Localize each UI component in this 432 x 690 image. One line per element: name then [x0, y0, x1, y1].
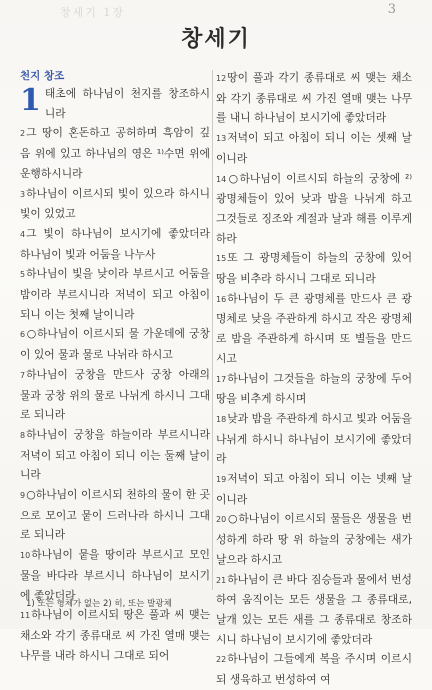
- verse-number: 16: [216, 294, 227, 304]
- verse-text: ○하나님이 이르시되 물들은 생물을 번성하게 하라 땅 위 하늘의 궁창에는 새가 날으라 하시고: [216, 512, 412, 566]
- verse-number: 13: [216, 134, 227, 144]
- verse-19: [216, 469, 412, 509]
- verse-1: [20, 84, 210, 123]
- verse-text: 땅이 풀과 각기 종류대로 씨 맺는 채소와 각기 종류대로 씨 가진 열매 맺는 나무를 내니 하나님이 보시기에 좋았더라: [216, 71, 412, 125]
- verse-text: 하나님이 두 큰 광명체를 만드사 큰 광명체로 낮을 주관하게 하시고 작은 광명체로 밤을 주관하게 하시며 또 별들을 만드시고: [216, 291, 412, 365]
- verse-text: 하나님이 빛을 낮이라 부르시고 어둠을 밤이라 부르시니라 저녁이 되고 아침이 되니 이는 첫째 날이니라: [20, 267, 210, 321]
- verse-12: [216, 68, 412, 128]
- verse-18: [216, 409, 412, 469]
- verse-number: 5: [20, 270, 26, 280]
- verse-number: 11: [20, 611, 31, 621]
- verse-number: 3: [20, 189, 26, 199]
- verse-20: [216, 509, 412, 569]
- verse-number: 6: [20, 330, 26, 340]
- verse-text: 저녁이 되고 아침이 되니 이는 셋째 날이니라: [216, 131, 412, 165]
- footnote: 1) 또는 형체가 없는 2) 히, 또는 발광체: [26, 599, 172, 609]
- verse-text: ○하나님이 이르시되 천하의 물이 한 곳으로 모이고 뭍이 드러나라 하시니 그대로 되니라: [20, 488, 210, 542]
- verse-number: 19: [216, 475, 227, 485]
- verse-text: 태초에 하나님이 천지를 창조하시니라: [44, 87, 210, 120]
- verse-text: 하나님이 그것들을 하늘의 궁창에 두어 땅을 비추게 하시며: [216, 371, 412, 406]
- verse-text: 그 땅이 혼돈하고 공허하며 흑암이 깊음 위에 있고 하나님의 영은 ¹⁾수면 위에 운행하시니라: [20, 126, 210, 180]
- verse-number: 22: [216, 655, 227, 665]
- verse-number: 17: [216, 374, 227, 384]
- verse-text: 하나님이 이르시되 땅은 풀과 씨 맺는 채소와 각기 종류대로 씨 가진 열매 맺는 나무를 내라 하시니 그대로 되어: [20, 608, 210, 662]
- verse-5: [20, 264, 210, 324]
- verse-number: 4: [20, 229, 26, 239]
- verse-number: 15: [216, 254, 227, 264]
- verse-number: 20: [216, 515, 227, 525]
- verse-text: 하나님이 그들에게 복을 주시며 이르시되 생육하고 번성하여 여: [216, 652, 412, 687]
- verse-text: 하나님이 이르시되 빛이 있으라 하시니 빛이 있었고: [20, 186, 210, 221]
- verse-15: [216, 248, 412, 288]
- right-column: [216, 68, 412, 690]
- chapter-title: 창세기: [181, 26, 251, 52]
- verse-text: 하나님이 궁창을 하늘이라 부르시니라 저녁이 되고 아침이 되니 이는 둘째 날이니라: [20, 427, 210, 482]
- verse-text: 낮과 밤을 주관하게 하시고 빛과 어둠을 나뉘게 하시니 하나님이 보시기에 좋았더라: [216, 411, 412, 466]
- chapter-number: 1: [20, 83, 41, 118]
- verse-text: 하나님이 뭍을 땅이라 부르시고 모인 물을 바다라 부르시니 하나님이 보시기에 좋았더라: [20, 548, 210, 602]
- verse-16: [216, 289, 412, 369]
- column-divider: [212, 70, 213, 590]
- verse-13: [216, 128, 412, 168]
- verse-number: 18: [216, 414, 227, 424]
- verse-number: 8: [20, 430, 26, 440]
- left-column: [20, 68, 210, 665]
- verse-number: 7: [20, 370, 26, 380]
- verse-number: 10: [20, 551, 31, 561]
- verse-17: [216, 369, 412, 409]
- verse-text: ○하나님이 이르시되 물 가운데에 궁창이 있어 물과 물로 나뉘라 하시고: [20, 327, 210, 362]
- verse-14: [216, 169, 412, 249]
- bleed-through-text: 창세기 1장: [60, 6, 125, 19]
- verse-text: 또 그 광명체들이 하늘의 궁창에 있어 땅을 비추라 하시니 그대로 되니라: [216, 251, 412, 286]
- verse-6: [20, 324, 210, 364]
- page-number: 3: [387, 2, 396, 17]
- verse-3: [20, 184, 210, 224]
- verse-number: 14: [216, 174, 227, 184]
- verse-22: [216, 649, 412, 689]
- verse-4: [20, 224, 210, 264]
- verse-11: [20, 605, 210, 665]
- verse-9: [20, 485, 210, 545]
- verse-21: [216, 570, 412, 650]
- verse-7: [20, 365, 210, 425]
- verse-text: 하나님이 궁창을 만드사 궁창 아래의 물과 궁창 위의 물로 나뉘게 하시니 그대로 되니라: [20, 367, 210, 422]
- verse-8: [20, 425, 210, 485]
- verse-text: 그 빛이 하나님이 보시기에 좋았더라 하나님이 빛과 어둠을 나누사: [20, 226, 210, 261]
- verse-2: [20, 123, 210, 183]
- verse-text: 저녁이 되고 아침이 되니 이는 넷째 날이니라: [216, 472, 412, 506]
- verse-number: 21: [216, 575, 227, 585]
- section-heading: 천지 창조: [20, 70, 65, 82]
- verse-text: ○하나님이 이르시되 하늘의 궁창에 ²⁾광명체들이 있어 낮과 밤을 나뉘게 하고 그것들로 징조와 계절과 날과 해를 이루게 하라: [216, 171, 412, 245]
- verse-number: 2: [20, 129, 26, 139]
- verse-number: 12: [216, 74, 227, 83]
- verse-number: 9: [20, 491, 26, 501]
- verse-text: 하나님이 큰 바다 짐승들과 물에서 번성하여 움직이는 모든 생물을 그 종류대로, 날개 있는 모든 새를 그 종류대로 창조하시니 하나님이 보시기에 좋았더라: [216, 572, 412, 646]
